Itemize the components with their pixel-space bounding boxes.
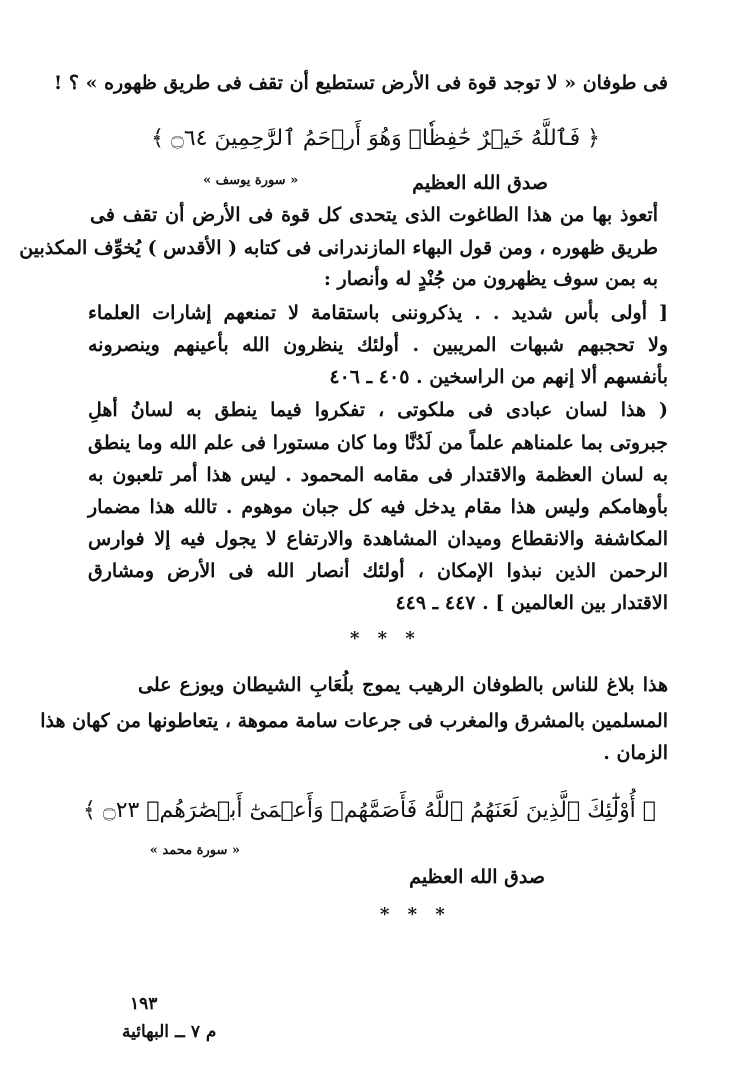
quran-verse-muhammad: ﴿ أُوْلَٰٓئِكَ ٱلَّذِينَ لَعَنَهُمُ ٱللَّهُ فَأَصَمَّهُمۡ وَأَعۡمَىٰٓ أَبۡصَٰرَهُمۡ ۝٢٣ ﴾ <box>82 798 656 823</box>
quote-line-1: [ أولى بأس شديد . . يذكروننى باستقامة لا تمنعهم إشارات العلماء <box>88 302 668 324</box>
section-separator-1: * * * <box>350 628 421 649</box>
page-number: ١٩٣ <box>130 994 158 1014</box>
quote-line-3: بأنفسهم ألا إنهم من الراسخين . ٤٠٥ ـ ٤٠٦ <box>329 366 668 388</box>
quote-line-8: المكاشفة والانقطاع وميدان المشاهدة والارتفاع لا يجول فيه إلا فوارس <box>88 528 668 550</box>
quote-line-2: ولا تحجبهم شبهات المريبين . أولئك ينظرون الله بأعينهم وينصرونه <box>88 334 668 356</box>
paragraph-2-line-1: هذا بلاغ للناس بالطوفان الرهيب يموج بلُعَابِ الشيطان ويوزع على <box>138 674 668 696</box>
quote-line-4: ( هذا لسان عبادى فى ملكوتى ، تفكروا فيما ينطق به لسانُ أهلِ <box>88 399 668 421</box>
sadaq-line-2: صدق الله العظيم <box>409 866 545 888</box>
quote-line-7: بأوهامكم وليس هذا مقام يدخل فيه كل جبان موهوم . تالله هذا مضمار <box>88 496 668 518</box>
paragraph-2-line-3: الزمان . <box>603 742 668 764</box>
section-separator-2: * * * <box>380 904 451 925</box>
book-signature: م ٧ ــ البهائية <box>122 1022 217 1042</box>
surah-label-yusuf: « سورة يوسف » <box>203 173 299 188</box>
paragraph-2-line-2: المسلمين بالمشرق والمغرب فى جرعات سامة مموهة ، يتعاطونها من كهان هذا <box>40 710 668 732</box>
quran-verse-yusuf: ﴿ فَٱللَّهُ خَيۡرٌ حَٰفِظٗاۖ وَهُوَ أَرۡحَمُ ٱلرَّٰحِمِينَ ۝٦٤ ﴾ <box>151 126 600 151</box>
quote-line-5: جبروتى بما علمناهم علماً من لَدُنَّا وما كان مستورا فى علم الله وما ينطق <box>88 432 668 454</box>
paragraph-1-line-1: أتعوذ بها من هذا الطاغوت الذى يتحدى كل قوة فى الأرض أن تقف فى <box>90 204 658 226</box>
quote-line-10: الاقتدار بين العالمين ] . ٤٤٧ ـ ٤٤٩ <box>395 592 668 614</box>
sadaq-line-1: صدق الله العظيم <box>412 172 548 194</box>
paragraph-1-line-3: به بمن سوف يظهرون من جُنْدٍ له وأنصار : <box>323 268 658 290</box>
surah-label-muhammad: « سورة محمد » <box>149 843 240 858</box>
intro-line: فى طوفان « لا توجد قوة فى الأرض تستطيع أن تقف فى طريق ظهوره » ؟ ! <box>53 72 668 94</box>
quote-line-9: الرحمن الذين نبذوا الإمكان ، أولئك أنصار الله فى الأرض ومشارق <box>88 560 668 582</box>
quote-line-6: به لسان العظمة والاقتدار فى مقامه المحمود . ليس هذا أمر تلعبون به <box>88 464 668 486</box>
paragraph-1-line-2: طريق ظهوره ، ومن قول البهاء المازندرانى فى كتابه ( الأقدس ) يُخوِّف المكذبين <box>19 237 658 259</box>
